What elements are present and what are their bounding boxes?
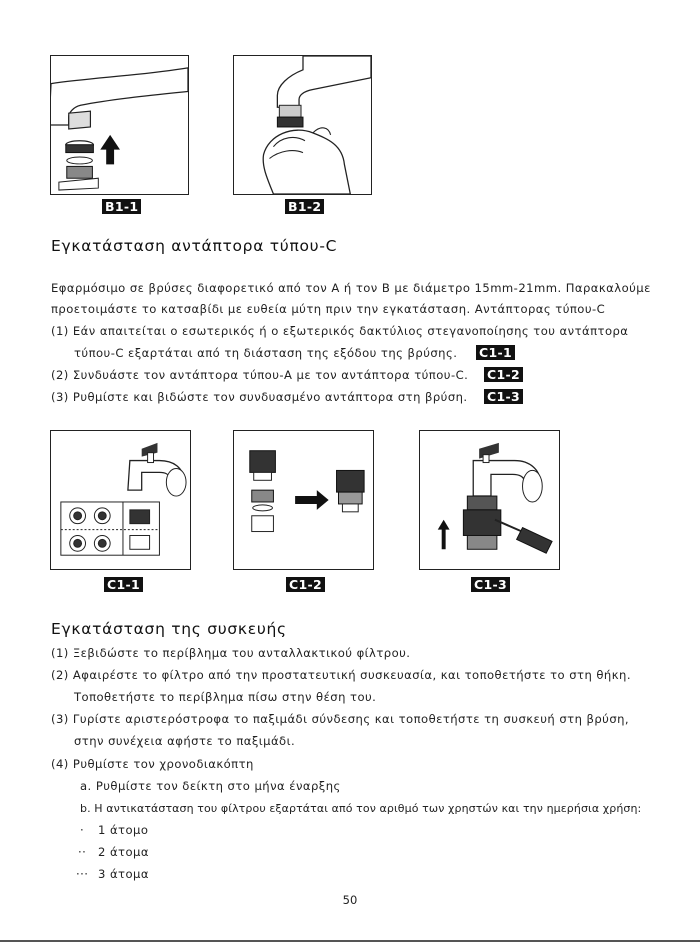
figure-c1-2 [233, 430, 374, 570]
section-c-step2: (2) Συνδυάστε τον αντάπτορα τύπου-A με τον αντάπτορα τύπου-C. [51, 368, 469, 382]
step2-tag-c1-2: C1-2 [484, 367, 523, 382]
device-step4: (4) Ρυθμίστε τον χρονοδιακόπτη [51, 757, 254, 771]
figure-label-b1-1: B1-1 [102, 199, 141, 214]
page-number: 50 [342, 893, 358, 907]
step1-tag-c1-1: C1-1 [476, 345, 515, 360]
section-c-step3: (3) Ρυθμίστε και βιδώστε τον συνδυασμένο αντάπτορα στη βρύση. [51, 390, 468, 404]
figure-label-b1-2: B1-2 [285, 199, 324, 214]
bullet-mark-2: ·· [78, 845, 87, 859]
bullet-mark-1: · [80, 823, 85, 837]
device-step4-sub-b: b. Η αντικατάσταση του φίλτρου εξαρτάται από τον αριθμό των χρηστών και την ημερήσια χρήση: [80, 802, 642, 815]
adapter-combination-illustration [234, 431, 373, 569]
figure-c1-1 [50, 430, 191, 570]
section-c-step1-line1: (1) Εάν απαιτείται ο εσωτερικός ή ο εξωτερικός δακτύλιος στεγανοποίησης του αντάπτορα [51, 324, 629, 338]
bullet-3-persons: 3 άτομα [98, 867, 149, 881]
figure-label-c1-1: C1-1 [104, 577, 143, 592]
bullet-1-person: 1 άτομο [98, 823, 149, 837]
section-c-step1-line2: τύπου-C εξαρτάται από τη διάσταση της εξόδου της βρύσης. [74, 346, 458, 360]
bullet-2-persons: 2 άτομα [98, 845, 149, 859]
garden-tap-and-seal-rings-illustration [51, 431, 190, 569]
step3-tag-c1-3: C1-3 [484, 389, 523, 404]
faucet-aerator-removal-illustration [51, 56, 188, 194]
screwdriver-tightening-adapter-illustration [420, 431, 559, 569]
figure-b1-1 [50, 55, 189, 195]
figure-label-c1-2: C1-2 [286, 577, 325, 592]
section-c-intro-line2: προετοιμάστε το κατσαβίδι με ευθεία μύτη πριν την εγκατάσταση. Αντάπτορας τύπου-C [51, 302, 606, 316]
section-title-type-c-adapter: Εγκατάσταση αντάπτορα τύπου-C [51, 237, 338, 255]
figure-c1-3 [419, 430, 560, 570]
device-step2-line1: (2) Αφαιρέστε το φίλτρο από την προστατευτική συσκευασία, και τοποθετήστε το στη θήκη. [51, 668, 631, 682]
bullet-mark-3: ··· [76, 867, 89, 881]
device-step3-line2: στην συνέχεια αφήστε το παξιμάδι. [74, 734, 296, 748]
device-step1: (1) Ξεβιδώστε το περίβλημα του ανταλλακτικού φίλτρου. [51, 646, 411, 660]
section-title-device-installation: Εγκατάσταση της συσκευής [51, 620, 287, 638]
device-step4-sub-a: a. Ρυθμίστε τον δείκτη στο μήνα έναρξης [80, 779, 341, 793]
page-bottom-rule [0, 940, 700, 942]
section-c-intro-line1: Εφαρμόσιμο σε βρύσες διαφορετικό από τον Α ή τον Β με διάμετρο 15mm-21mm. Παρακαλούμε [51, 281, 651, 295]
device-step3-line1: (3) Γυρίστε αριστερόστροφα το παξιμάδι σύνδεσης και τοποθετήστε τη συσκευή στη βρύση, [51, 712, 630, 726]
device-step2-line2: Τοποθετήστε το περίβλημα πίσω στην θέση του. [74, 690, 377, 704]
hand-screwing-aerator-illustration [234, 56, 371, 194]
figure-b1-2 [233, 55, 372, 195]
figure-label-c1-3: C1-3 [471, 577, 510, 592]
